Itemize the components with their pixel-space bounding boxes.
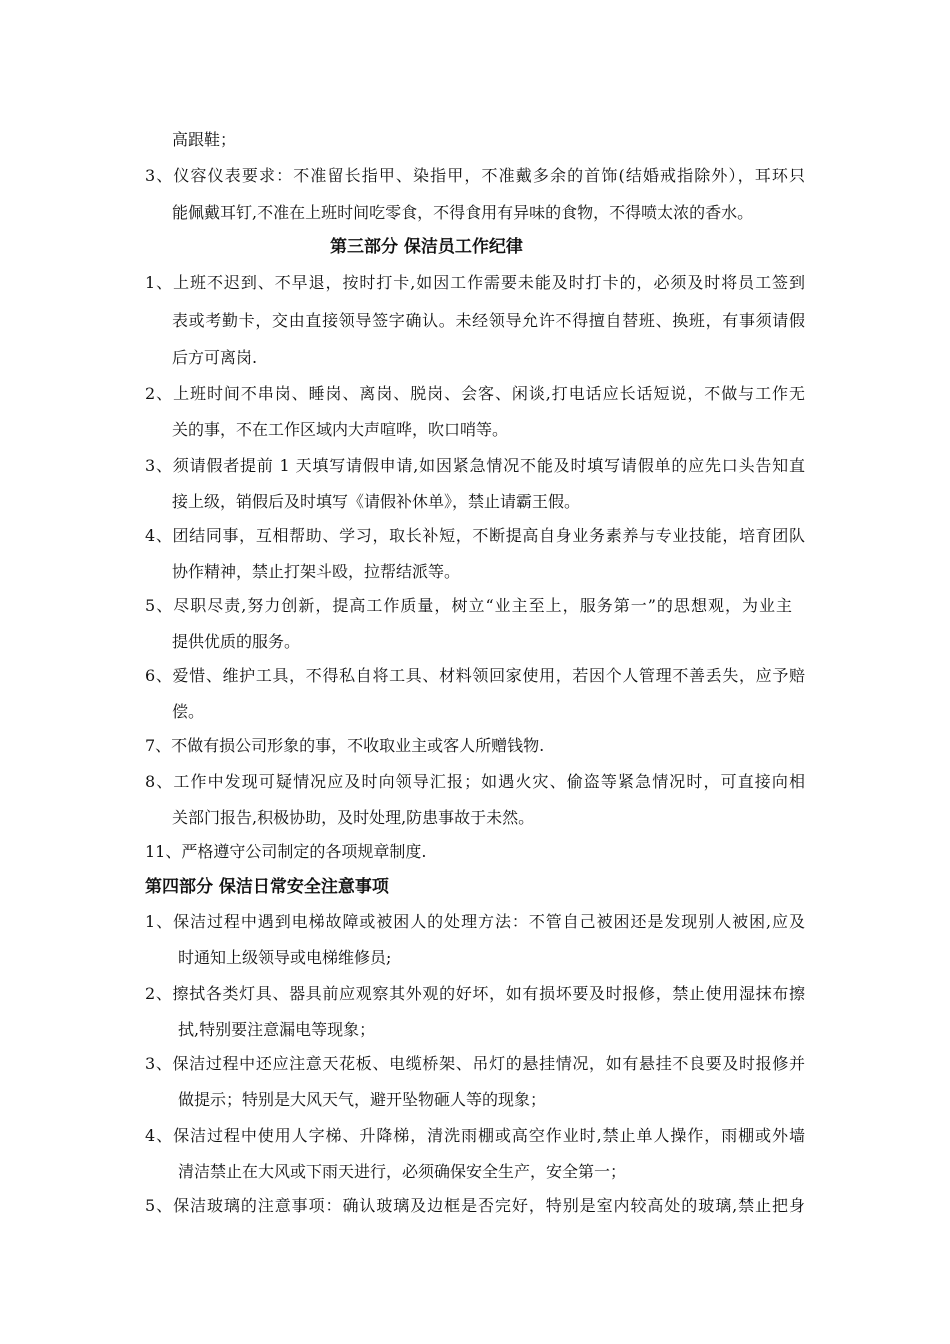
text-line: 提供优质的服务。 [172,632,301,651]
text-line: 2、上班时间不串岗、睡岗、离岗、脱岗、会客、闲谈,打电话应长话短说，不做与工作无 [145,384,805,403]
section-heading: 第三部分 保洁员工作纪律 [330,237,523,257]
text-line: 后方可离岗. [172,348,258,367]
text-line: 表或考勤卡，交由直接领导签字确认。未经领导允许不得擅自替班、换班，有事须请假 [172,311,805,330]
text-line: 高跟鞋； [172,130,237,149]
text-line: 清洁禁止在大风或下雨天进行，必须确保安全生产，安全第一； [178,1162,627,1181]
text-line: 偿。 [172,702,205,721]
text-line: 3、保洁过程中还应注意天花板、电缆桥架、吊灯的悬挂情况，如有悬挂不良要及时报修并 [145,1054,805,1073]
text-line: 接上级，销假后及时填写《请假补休单》，禁止请霸王假。 [172,492,581,511]
text-line: 11、严格遵守公司制定的各项规章制度. [145,842,427,861]
text-line: 5、保洁玻璃的注意事项：确认玻璃及边框是否完好，特别是室内较高处的玻璃,禁止把身 [145,1196,805,1215]
text-line: 7、不做有损公司形象的事，不收取业主或客人所赠钱物. [145,736,545,755]
text-line: 时通知上级领导或电梯维修员; [178,948,392,967]
text-line: 6、爱惜、维护工具，不得私自将工具、材料领回家使用，若因个人管理不善丢失，应予赔 [145,666,805,685]
text-line: 拭,特别要注意漏电等现象； [178,1020,376,1039]
text-line: 协作精神，禁止打架斗殴，拉帮结派等。 [172,562,461,581]
text-line: 做提示；特别是大风天气，避开坠物砸人等的现象； [178,1090,547,1109]
text-line: 1、保洁过程中遇到电梯故障或被困人的处理方法：不管自己被困还是发现别人被困,应及 [145,912,805,931]
text-line: 4、保洁过程中使用人字梯、升降梯，清洗雨棚或高空作业时,禁止单人操作，雨棚或外墙 [145,1126,805,1145]
section-heading: 第四部分 保洁日常安全注意事项 [145,877,389,897]
text-line: 3、仪容仪表要求：不准留长指甲、染指甲，不准戴多余的首饰(结婚戒指除外），耳环只 [145,166,805,185]
text-line: 3、须请假者提前 1 天填写请假申请,如因紧急情况不能及时填写请假单的应先口头告知直 [145,456,805,475]
text-line: 2、擦拭各类灯具、器具前应观察其外观的好坏，如有损坏要及时报修，禁止使用湿抹布擦 [145,984,805,1003]
text-line: 关部门报告,积极协助，及时处理,防患事故于未然。 [172,808,535,827]
text-line: 5、尽职尽责,努力创新，提高工作质量，树立“业主至上，服务第一”的思想观，为业主 [145,596,792,615]
text-line: 8、工作中发现可疑情况应及时向领导汇报；如遇火灾、偷盗等紧急情况时，可直接向相 [145,772,805,791]
text-line: 能佩戴耳钉,不准在上班时间吃零食，不得食用有异味的食物，不得喷太浓的香水。 [172,203,754,222]
text-line: 关的事，不在工作区域内大声喧哗，吹口哨等。 [172,420,509,439]
text-line: 4、团结同事，互相帮助、学习，取长补短，不断提高自身业务素养与专业技能，培育团队 [145,526,805,545]
text-line: 1、上班不迟到、不早退，按时打卡,如因工作需要未能及时打卡的，必须及时将员工签到 [145,273,805,292]
